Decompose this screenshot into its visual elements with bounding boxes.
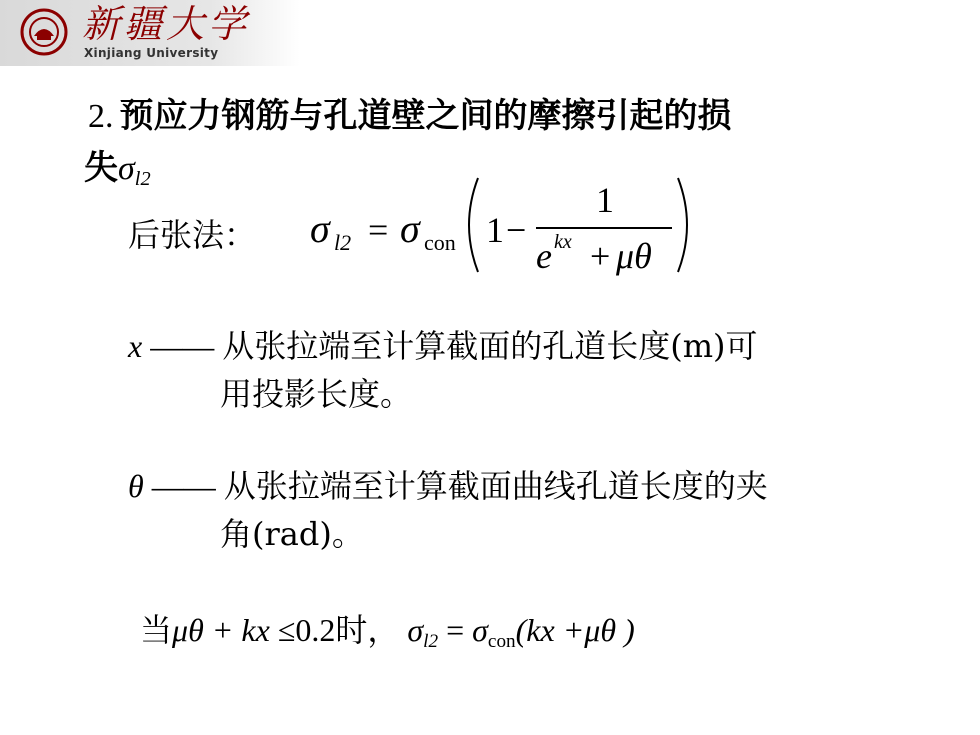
exp-base: e <box>536 236 552 276</box>
definition-theta-dash: —— <box>151 468 216 504</box>
left-paren-icon <box>469 178 478 272</box>
method-label: 后张法： <box>128 216 257 254</box>
section-number: 2. <box>88 98 114 135</box>
definition-x-line-2: 用投影长度。 <box>220 375 413 413</box>
friction-loss-formula <box>300 170 720 280</box>
section-title <box>88 92 888 141</box>
simplified-condition <box>140 605 635 653</box>
definition-x-line-1: 从张拉端至计算截面的孔道长度(m)可 <box>222 327 758 365</box>
definition-x <box>128 322 888 418</box>
formula-one: 1 <box>486 210 504 250</box>
formula-rhs-sub: con <box>424 230 456 255</box>
definition-theta-symbol: θ <box>128 468 144 504</box>
definition-x-symbol: x <box>128 328 143 364</box>
definition-theta <box>128 462 888 558</box>
result-tail: (kx +μθ ) <box>515 612 635 648</box>
definition-theta-line-1: 从张拉端至计算截面曲线孔道长度的夹 <box>223 467 768 505</box>
condition-leq: ≤0.2 <box>277 612 336 648</box>
formula-equals: = <box>368 210 389 250</box>
right-paren-icon <box>678 178 687 272</box>
definition-theta-line-2: 角(rad)。 <box>220 515 364 553</box>
result-sigma: σ <box>407 612 424 648</box>
denominator-plus: + <box>590 236 611 276</box>
result-equals: = <box>446 612 465 648</box>
university-name-en: Xinjiang University <box>84 46 219 60</box>
exp-power: kx <box>554 231 572 253</box>
result-rhs-sub: con <box>487 630 516 652</box>
university-seal-icon <box>20 8 68 56</box>
condition-prefix: 当 <box>140 611 173 649</box>
sigma-subscript: l2 <box>134 168 151 191</box>
formula-minus: − <box>506 210 527 250</box>
university-name-cn: 新疆大学 <box>82 2 251 46</box>
title-line-2: 失$\sigma_{l2}$ <box>84 148 151 191</box>
denominator-mu-theta: μθ <box>616 236 652 276</box>
definition-x-dash: —— <box>150 328 215 364</box>
formula-lhs-sigma: σ <box>310 206 330 251</box>
condition-expr: μθ + kx <box>172 612 270 648</box>
header-banner <box>0 0 300 66</box>
condition-suffix: 时， <box>335 611 400 649</box>
formula-lhs-sub: l2 <box>334 230 352 255</box>
result-rhs-sigma: σ <box>472 612 488 648</box>
fraction-numerator: 1 <box>596 180 614 220</box>
sigma-symbol: σ <box>118 150 135 187</box>
formula-rhs-sigma: σ <box>400 206 420 251</box>
result-sub: l2 <box>423 630 439 652</box>
title-line-1: 预应力钢筋与孔道壁之间的摩擦引起的损 <box>119 96 732 136</box>
